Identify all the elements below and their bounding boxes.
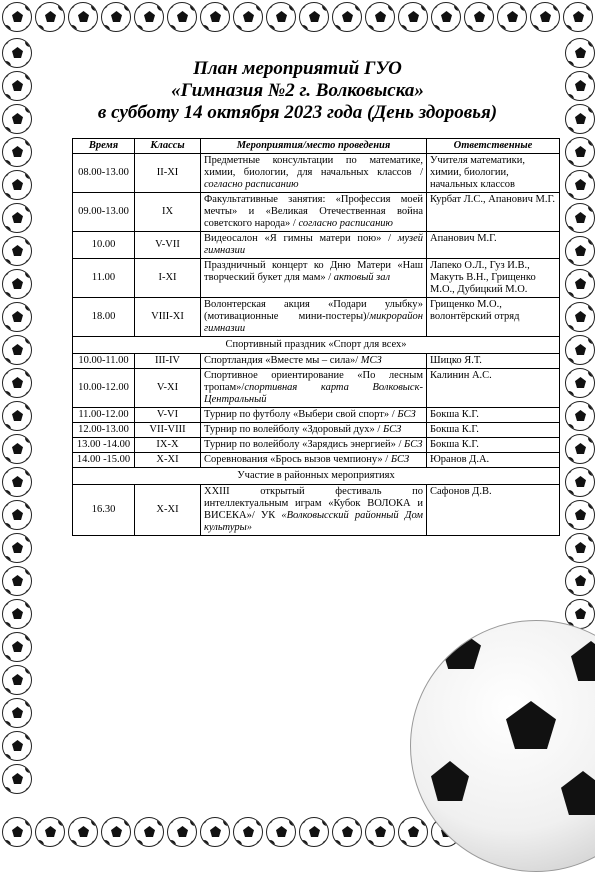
soccer-ball-icon [233,817,263,847]
soccer-ball-icon [35,817,65,847]
row-responsible: Апанович М.Г. [427,232,560,259]
row-time: 08.00-13.00 [73,154,135,193]
table-row [73,232,560,259]
soccer-ball-icon [2,665,32,695]
event-text: Факультативные занятия: «Профессия моей мечты» и «Великая Отечественная война советского народа» / [204,194,423,229]
event-place: БСЗ [382,424,402,435]
row-classes: VIII-XI [135,298,201,337]
row-event [201,154,427,193]
soccer-ball-icon [332,817,362,847]
event-place: музей гимназии [204,233,423,256]
soccer-ball-icon [563,2,593,32]
event-place: согласно расписанию [298,218,393,229]
event-place: БСЗ [397,409,416,420]
soccer-ball-icon [266,817,296,847]
row-classes: IX [135,193,201,232]
soccer-ball-icon [2,500,32,530]
row-classes: III-IV [135,354,201,369]
soccer-ball-icon [332,2,362,32]
row-classes: X-XI [135,485,201,536]
soccer-ball-icon [2,401,32,431]
soccer-ball-icon [2,632,32,662]
row-time: 09.00-13.00 [73,193,135,232]
soccer-ball-icon [2,698,32,728]
section-row [73,337,560,354]
soccer-ball-icon [2,170,32,200]
soccer-ball-icon [398,2,428,32]
event-place: БСЗ [404,439,423,450]
event-place: актовый зал [333,272,391,283]
row-classes: V-XI [135,369,201,408]
row-event [201,423,427,438]
soccer-ball-icon [2,368,32,398]
soccer-ball-icon [167,817,197,847]
table-header-row [73,139,560,154]
soccer-ball-icon [167,2,197,32]
event-text: Соревнования «Брось вызов чемпиону» / [204,454,391,465]
table-row [73,154,560,193]
header-responsible: Ответственные [427,139,560,154]
row-event [201,369,427,408]
soccer-ball-icon [2,533,32,563]
soccer-ball-icon [365,817,395,847]
soccer-ball-icon [2,434,32,464]
soccer-ball-icon [200,2,230,32]
row-time: 18.00 [73,298,135,337]
row-classes: I-XI [135,259,201,298]
row-classes: X-XI [135,453,201,468]
soccer-ball-icon [2,203,32,233]
soccer-ball-icon [565,368,595,398]
row-event [201,232,427,259]
soccer-ball-icon [2,467,32,497]
header-classes: Классы [135,139,201,154]
row-time: 16.30 [73,485,135,536]
soccer-ball-icon [2,764,32,794]
soccer-ball-icon [365,2,395,32]
soccer-ball-icon [565,500,595,530]
event-text: Турнир по футболу «Выбери свой спорт» / [204,409,398,420]
row-time: 10.00-11.00 [73,354,135,369]
soccer-ball-icon [200,817,230,847]
event-text: Спортивное ориентирование «По лесным тропам»/ [204,370,423,393]
row-responsible: Курбат Л.С., Апанович М.Г. [427,193,560,232]
soccer-ball-icon [101,2,131,32]
row-time: 12.00-13.00 [73,423,135,438]
soccer-ball-icon [398,817,428,847]
soccer-ball-icon [134,2,164,32]
soccer-ball-icon [299,2,329,32]
row-responsible: Грищенко М.О., волонтёрский отряд [427,298,560,337]
soccer-ball-icon [2,599,32,629]
header-event: Мероприятия/место проведения [201,139,427,154]
soccer-ball-icon [134,817,164,847]
section-row [73,468,560,485]
row-event [201,193,427,232]
soccer-ball-icon [565,269,595,299]
soccer-ball-icon [2,817,32,847]
soccer-ball-icon [464,2,494,32]
table-row [73,408,560,423]
row-responsible: Калинин А.С. [427,369,560,408]
table-row [73,485,560,536]
event-place: «Волковысский районный Дом культуры» [204,510,423,533]
row-time: 13.00 -14.00 [73,438,135,453]
row-time: 11.00-12.00 [73,408,135,423]
soccer-ball-icon [2,2,32,32]
soccer-ball-icon [2,731,32,761]
event-place: спортивная карта Волковыск-Центральный [204,382,423,405]
row-responsible: Шицко Я.Т. [427,354,560,369]
row-time: 10.00-12.00 [73,369,135,408]
section-title: Участие в районных мероприятиях [73,468,560,485]
row-responsible: Лапеко О.Л., Гуз И.В., Макуть В.Н., Грищенко М.О., Дубицкий М.О. [427,259,560,298]
table-row [73,423,560,438]
soccer-ball-icon [2,302,32,332]
soccer-ball-icon [565,236,595,266]
table-row [73,453,560,468]
row-event [201,408,427,423]
row-classes: II-XI [135,154,201,193]
row-responsible: Сафонов Д.В. [427,485,560,536]
row-event [201,438,427,453]
soccer-ball-icon [35,2,65,32]
event-text: Спортландия «Вместе мы – сила»/ [204,355,361,366]
row-responsible: Учителя математики, химии, биологии, начальных классов [427,154,560,193]
event-place: микрорайон гимназии [204,311,423,334]
soccer-ball-icon [565,170,595,200]
soccer-ball-icon [565,566,595,596]
soccer-ball-icon [2,137,32,167]
soccer-ball-icon [565,401,595,431]
row-responsible: Юранов Д.А. [427,453,560,468]
soccer-ball-icon [530,2,560,32]
soccer-ball-icon [2,269,32,299]
soccer-ball-icon [299,817,329,847]
soccer-ball-icon [68,817,98,847]
table-row [73,298,560,337]
event-text: Предметные консультации по математике, химии, биологии, для начальных классов / [204,155,423,178]
table-row [73,369,560,408]
soccer-ball-icon [101,817,131,847]
soccer-ball-icon [266,2,296,32]
table-row [73,354,560,369]
table-row [73,438,560,453]
row-classes: V-VI [135,408,201,423]
soccer-ball-icon [2,236,32,266]
row-classes: V-VII [135,232,201,259]
row-classes: VII-VIII [135,423,201,438]
soccer-ball-icon [565,467,595,497]
soccer-ball-icon [565,533,595,563]
soccer-ball-icon [431,2,461,32]
title-line-3: в субботу 14 октября 2023 года (День здоровья) [97,102,498,123]
soccer-ball-icon [2,566,32,596]
page-title [0,58,595,124]
event-place: согласно расписанию [204,179,299,190]
event-text: Видеосалон «Я гимны матери пою» / [204,233,398,244]
row-event [201,453,427,468]
soccer-ball-icon [565,335,595,365]
soccer-ball-icon [497,2,527,32]
title-line-2: «Гимназия №2 г. Волковыска» [171,80,424,101]
event-text: Праздничный концерт ко Дню Матери «Наш творческий букет для мам» / [204,260,423,283]
event-text: Турнир по волейболу «Здоровый дух» / [204,424,383,435]
soccer-ball-icon [2,335,32,365]
table-row [73,259,560,298]
soccer-ball-icon [565,434,595,464]
row-time: 14.00 -15.00 [73,453,135,468]
soccer-ball-icon [565,203,595,233]
soccer-ball-icon [68,2,98,32]
row-time: 11.00 [73,259,135,298]
event-text: XXIII открытый фестиваль по интеллектуальным играм «Кубок ВОЛОКА и ВИСЕКА»/ УК [204,486,423,521]
row-event [201,298,427,337]
row-event [201,354,427,369]
soccer-ball-icon [565,302,595,332]
row-event [201,259,427,298]
row-responsible: Бокша К.Г. [427,408,560,423]
table-row [73,193,560,232]
event-place: БСЗ [390,454,410,465]
title-line-1: План мероприятий ГУО [193,58,402,79]
row-responsible: Бокша К.Г. [427,438,560,453]
soccer-ball-icon [565,137,595,167]
event-text: Волонтерская акция «Подари улыбку» (мотивационные мини-постеры)/ [204,299,423,322]
row-time: 10.00 [73,232,135,259]
row-responsible: Бокша К.Г. [427,423,560,438]
row-event [201,485,427,536]
row-classes: IX-X [135,438,201,453]
soccer-ball-icon [233,2,263,32]
schedule-table [72,138,560,536]
event-place: МСЗ [360,355,382,366]
event-text: Турнир по волейболу «Зарядись энергией» / [204,439,405,450]
section-title: Спортивный праздник «Спорт для всех» [73,337,560,354]
header-time: Время [73,139,135,154]
